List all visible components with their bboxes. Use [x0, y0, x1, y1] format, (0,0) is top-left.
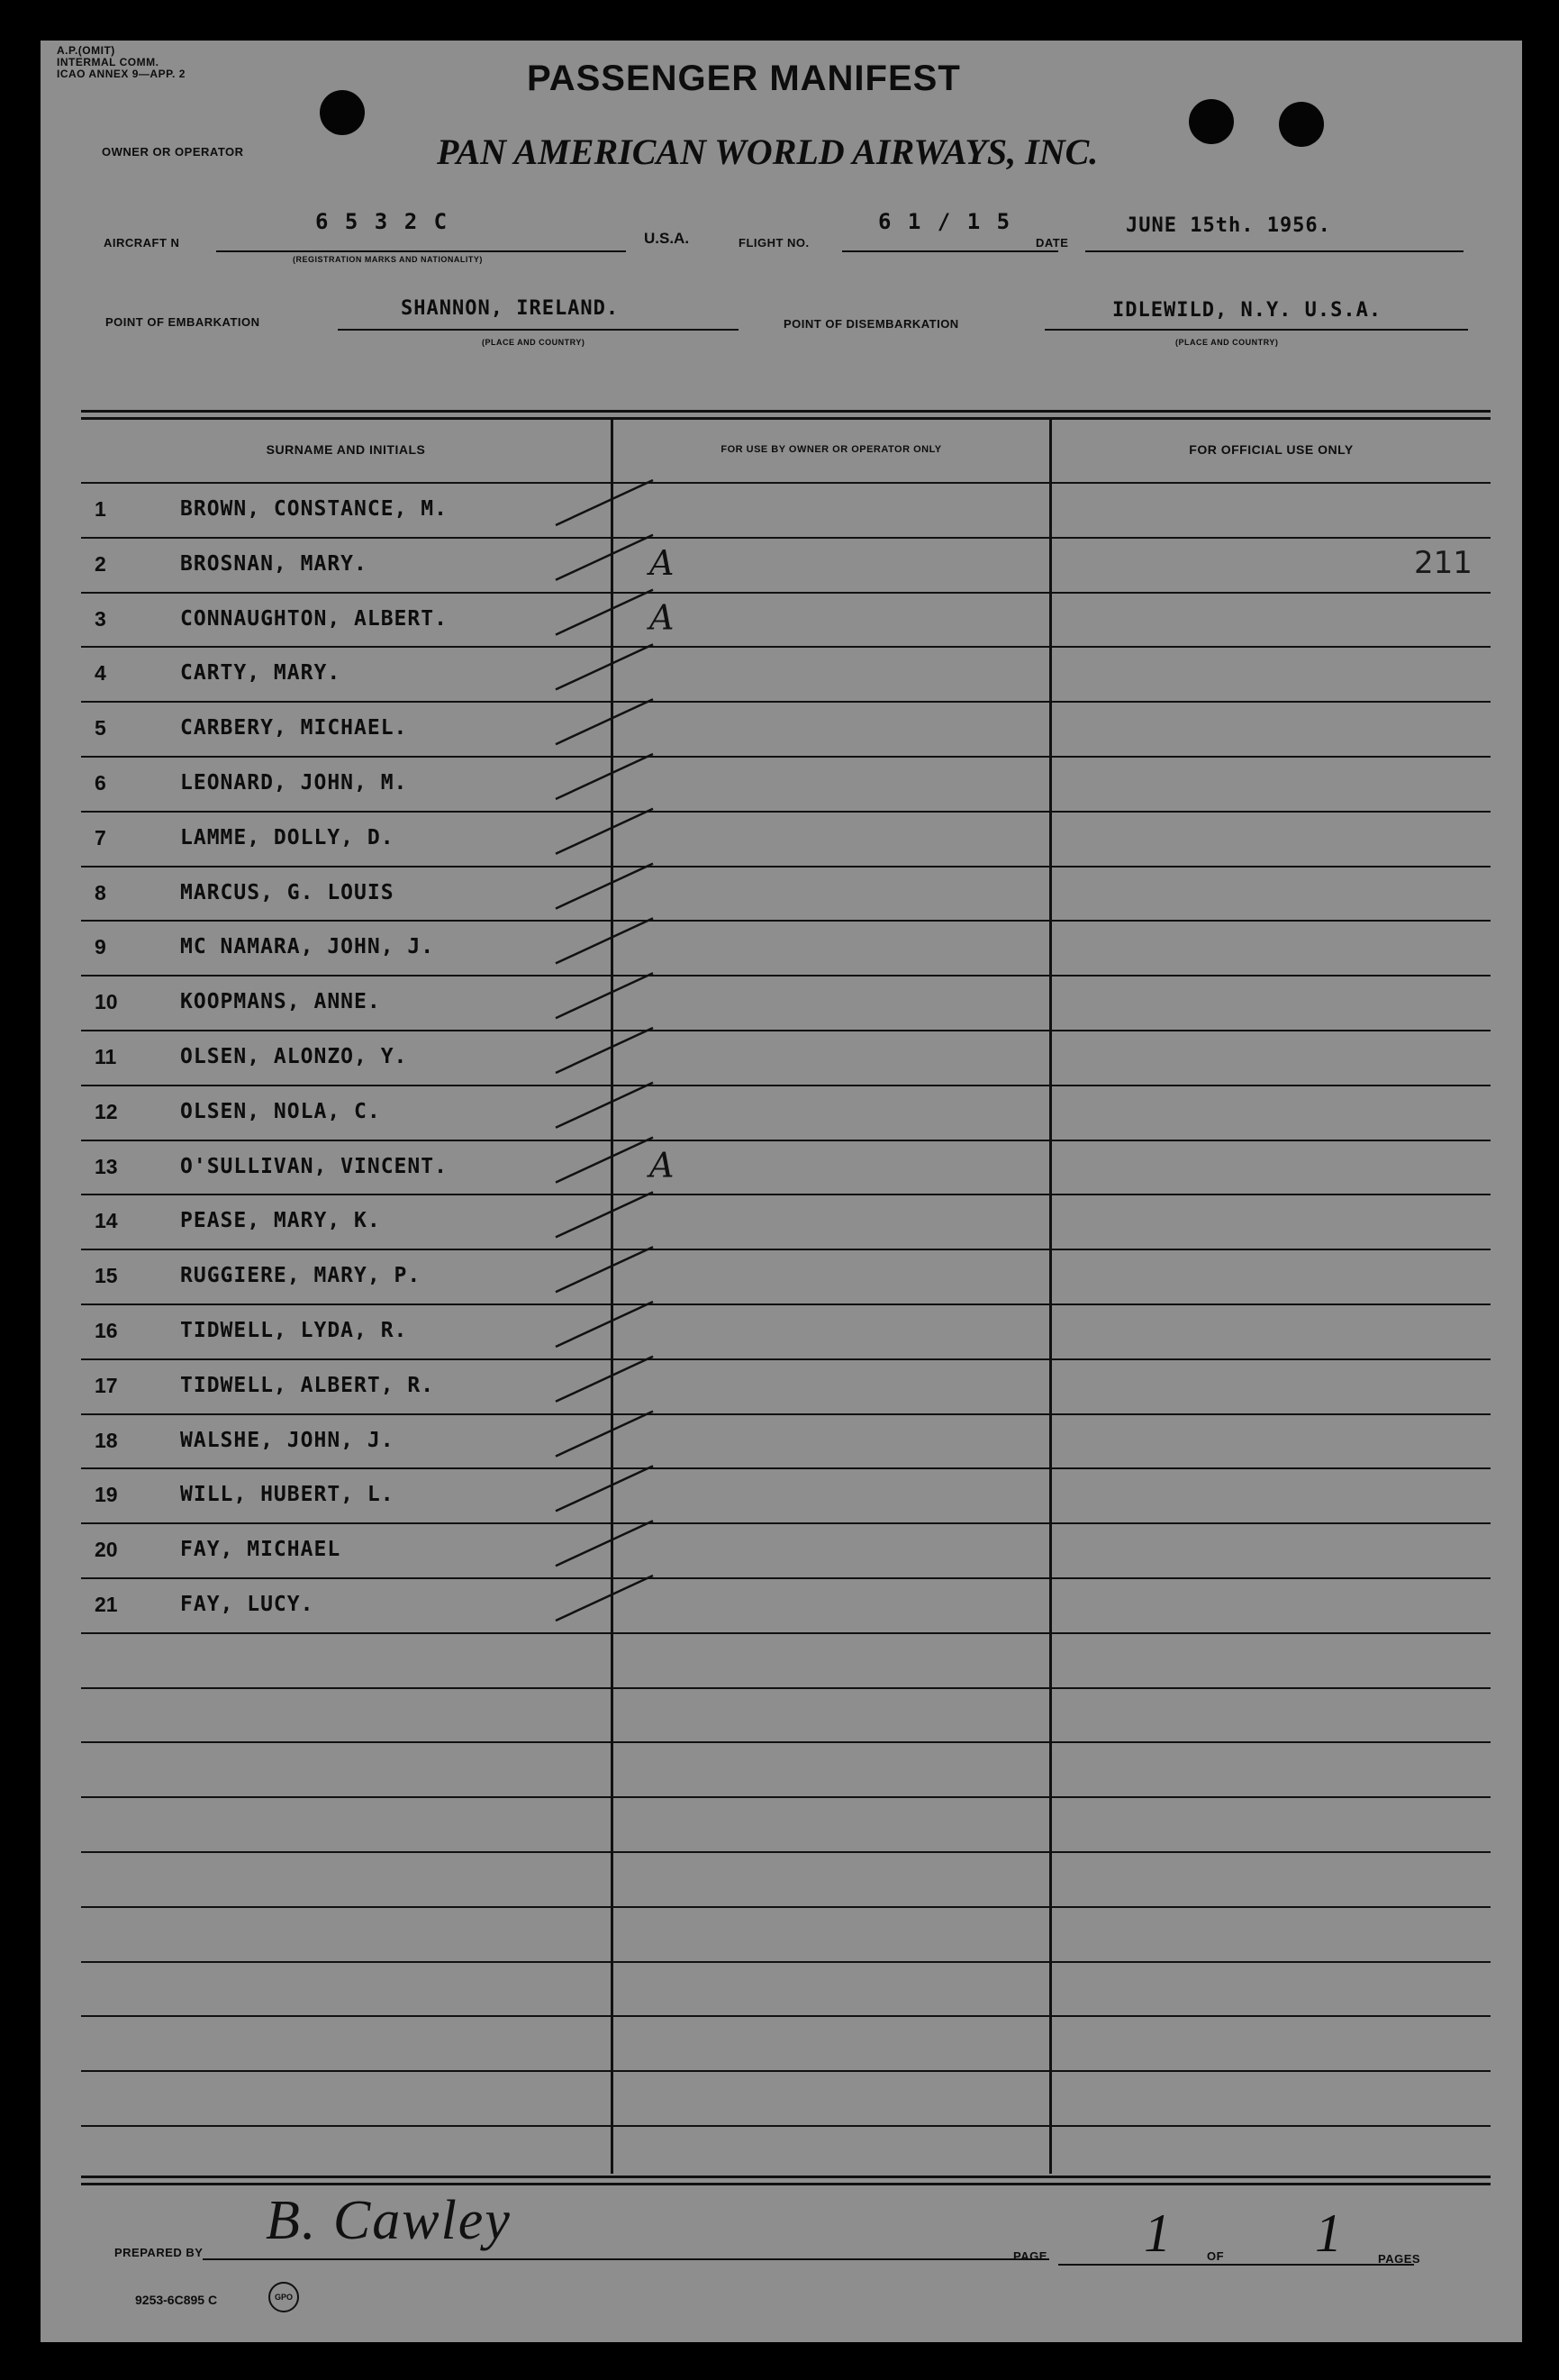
- disembark-caption: (PLACE AND COUNTRY): [1175, 338, 1279, 347]
- check-stroke: [556, 1302, 653, 1347]
- passenger-name: PEASE, MARY, K.: [180, 1209, 381, 1232]
- embark-label: POINT OF EMBARKATION: [105, 315, 260, 329]
- passenger-number: 1: [95, 497, 106, 521]
- disembark-label: POINT OF DISEMBARKATION: [784, 317, 959, 331]
- check-stroke: [556, 1576, 653, 1621]
- passenger-name: FAY, MICHAEL: [180, 1538, 341, 1561]
- passenger-name: BROWN, CONSTANCE, M.: [180, 497, 448, 521]
- passenger-name: LEONARD, JOHN, M.: [180, 771, 408, 795]
- passenger-number: 9: [95, 935, 106, 958]
- passenger-name: CARTY, MARY.: [180, 661, 341, 685]
- passenger-name: TIDWELL, LYDA, R.: [180, 1319, 408, 1342]
- passenger-number: 5: [95, 716, 106, 740]
- embark-caption: (PLACE AND COUNTRY): [482, 338, 585, 347]
- passenger-number: 10: [95, 990, 118, 1013]
- check-stroke: [556, 699, 653, 744]
- check-stroke: [556, 1247, 653, 1292]
- check-stroke: [556, 1357, 653, 1402]
- check-stroke: [556, 864, 653, 909]
- form-id-line3: ICAO ANNEX 9—APP. 2: [57, 68, 186, 80]
- passenger-name: TIDWELL, ALBERT, R.: [180, 1374, 435, 1397]
- union-mark-text: GPO: [274, 2293, 293, 2302]
- check-mark-letter: A: [649, 597, 675, 638]
- col-header-official-use: FOR OFFICIAL USE ONLY: [1189, 442, 1354, 457]
- check-stroke: [556, 1466, 653, 1511]
- check-stroke: [556, 480, 653, 525]
- owner-value: PAN AMERICAN WORLD AIRWAYS, INC.: [437, 132, 1099, 172]
- check-stroke: [556, 1521, 653, 1566]
- check-stroke: [556, 918, 653, 963]
- aircraft-caption: (REGISTRATION MARKS AND NATIONALITY): [293, 255, 483, 264]
- passenger-name: LAMME, DOLLY, D.: [180, 826, 394, 849]
- form-code: 9253-6C895 C: [135, 2293, 218, 2307]
- check-stroke: [556, 1412, 653, 1457]
- page-title: PASSENGER MANIFEST: [527, 59, 961, 98]
- passenger-number: 15: [95, 1264, 118, 1287]
- passenger-name: O'SULLIVAN, VINCENT.: [180, 1155, 448, 1178]
- prepared-label: PREPARED BY: [114, 2246, 204, 2259]
- passenger-name: MC NAMARA, JOHN, J.: [180, 935, 435, 958]
- prepared-underline: [203, 2258, 1049, 2260]
- pages-label: PAGES: [1378, 2252, 1421, 2266]
- check-marks: [41, 41, 1522, 2342]
- passenger-number: 20: [95, 1538, 118, 1561]
- union-mark: [268, 2282, 299, 2312]
- passenger-number: 6: [95, 771, 106, 795]
- preparer-signature: B. Cawley: [266, 2190, 512, 2251]
- passenger-name: BROSNAN, MARY.: [180, 552, 367, 576]
- passenger-number: 17: [95, 1374, 118, 1397]
- date-label: DATE: [1036, 236, 1069, 250]
- flight-label: FLIGHT NO.: [739, 236, 810, 250]
- passenger-name: FAY, LUCY.: [180, 1593, 314, 1616]
- check-stroke: [556, 644, 653, 689]
- passenger-number: 16: [95, 1319, 118, 1342]
- passenger-number: 4: [95, 661, 106, 685]
- passenger-number: 3: [95, 607, 106, 631]
- passenger-name: RUGGIERE, MARY, P.: [180, 1264, 421, 1287]
- aircraft-label: AIRCRAFT N: [104, 236, 180, 250]
- passenger-number: 18: [95, 1429, 118, 1452]
- page-value: 1: [1144, 2203, 1171, 2263]
- check-stroke: [556, 1028, 653, 1073]
- passenger-number: 21: [95, 1593, 118, 1616]
- passenger-name: OLSEN, NOLA, C.: [180, 1100, 381, 1123]
- check-stroke: [556, 1138, 653, 1183]
- passenger-name: CARBERY, MICHAEL.: [180, 716, 408, 740]
- check-stroke: [556, 535, 653, 580]
- col-header-owner-use: FOR USE BY OWNER OR OPERATOR ONLY: [721, 444, 942, 455]
- owner-label: OWNER OR OPERATOR: [102, 145, 244, 159]
- passenger-number: 13: [95, 1155, 118, 1178]
- date-value: JUNE 15th. 1956.: [1126, 214, 1331, 237]
- form-id-line2: INTERMAL COMM.: [57, 56, 159, 68]
- check-stroke: [556, 809, 653, 854]
- passenger-name: KOOPMANS, ANNE.: [180, 990, 381, 1013]
- manifest-sheet: [41, 41, 1522, 2342]
- passenger-name: WILL, HUBERT, L.: [180, 1483, 394, 1506]
- official-note: 211: [1414, 545, 1473, 581]
- disembark-value: IDLEWILD, N.Y. U.S.A.: [1112, 299, 1382, 322]
- check-stroke: [556, 973, 653, 1018]
- nationality: U.S.A.: [644, 230, 690, 247]
- check-stroke: [556, 1083, 653, 1128]
- passenger-name: WALSHE, JOHN, J.: [180, 1429, 394, 1452]
- flight-value: 6 1 / 1 5: [878, 209, 1012, 234]
- form-id-line1: A.P.(OMIT): [57, 44, 115, 57]
- page-label: PAGE: [1013, 2249, 1047, 2263]
- passenger-number: 14: [95, 1209, 118, 1232]
- passenger-number: 7: [95, 826, 106, 849]
- passenger-name: MARCUS, G. LOUIS: [180, 881, 394, 904]
- of-value: 1: [1315, 2203, 1342, 2263]
- aircraft-value: 6 5 3 2 C: [315, 209, 449, 234]
- passenger-number: 12: [95, 1100, 118, 1123]
- check-mark-letter: A: [649, 542, 675, 583]
- embark-value: SHANNON, IRELAND.: [401, 297, 620, 320]
- passenger-number: 19: [95, 1483, 118, 1506]
- col-header-surname: SURNAME AND INITIALS: [266, 442, 426, 457]
- check-stroke: [556, 754, 653, 799]
- passenger-name: CONNAUGHTON, ALBERT.: [180, 607, 448, 631]
- check-stroke: [556, 590, 653, 635]
- of-label: OF: [1207, 2249, 1225, 2263]
- passenger-name: OLSEN, ALONZO, Y.: [180, 1045, 408, 1068]
- check-mark-letter: A: [649, 1145, 675, 1185]
- passenger-number: 8: [95, 881, 106, 904]
- passenger-number: 2: [95, 552, 106, 576]
- passenger-number: 11: [95, 1045, 117, 1068]
- check-stroke: [556, 1192, 653, 1237]
